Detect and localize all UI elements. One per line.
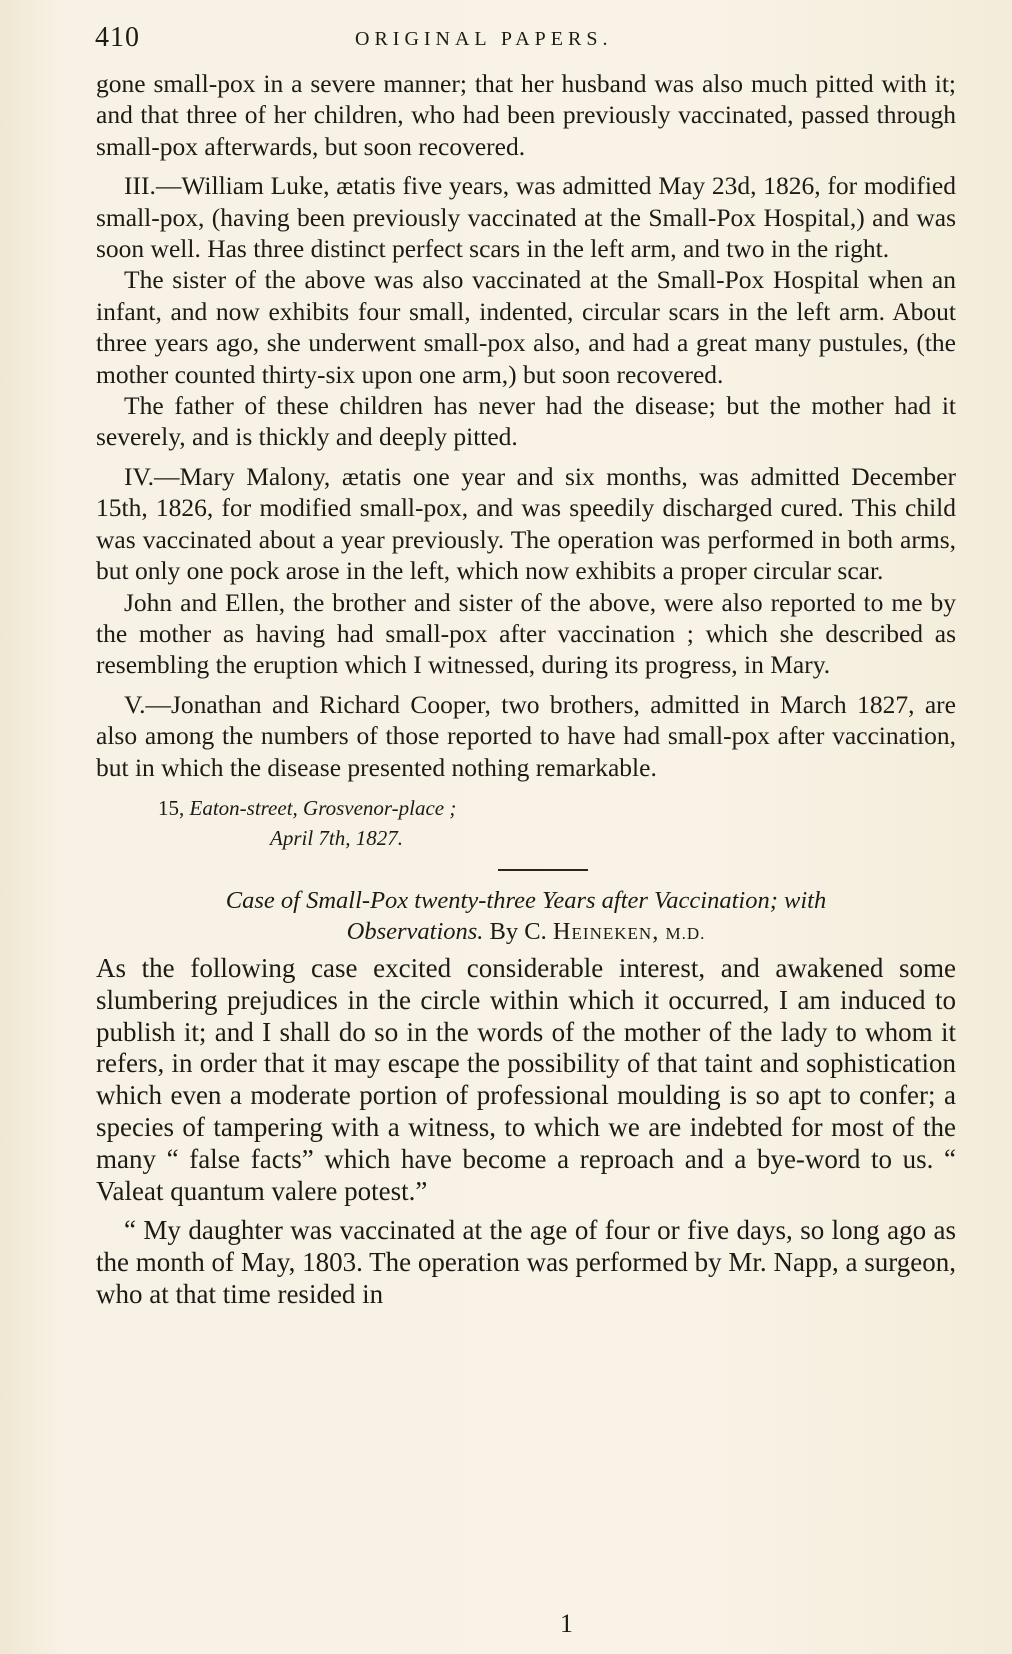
- article-byline-prefix: By C.: [489, 917, 547, 945]
- article-author-degree: M.D.: [665, 923, 706, 943]
- article-text: [96, 953, 956, 1311]
- article-title-line1: Case of Small-Pox twenty-three Years after Vaccination; with: [225, 886, 827, 914]
- signature-date: April 7th, 1827.: [270, 825, 404, 850]
- running-head: ORIGINAL PAPERS.: [355, 28, 613, 50]
- page-header: [95, 18, 955, 58]
- signature-block: [158, 793, 956, 853]
- body-text: [96, 68, 956, 1319]
- page-number: 410: [95, 22, 140, 53]
- article-paragraph-intro: As the following case excited considerable interest, and awakened some slumbering prejudices in the circle within which it occurred, I am induced to publish it; and I shall do so in the words of the mother of the lady to whom it refers, in order that it may escape the possibility of that taint and sophistication which even a moderate portion of professional moulding is so apt to confer; a species of tampering with a witness, to which we are indebted for most of the many “ false facts” which have become a reproach and a bye-word to us. “ Valeat quantum valere potest.”: [96, 952, 956, 1206]
- paragraph-case-iv: IV.—Mary Malony, ætatis one year and six months, was admitted December 15th, 1826, for modified small-pox, and was speedily discharged cured. This child was vaccinated about a year previously. The operation was performed in both arms, but only one pock arose in the left, which now exhibits a proper circular scar.: [96, 461, 956, 586]
- paragraph-case-v: V.—Jonathan and Richard Cooper, two brothers, admitted in March 1827, are also among the numbers of those reported to have had small-pox after vaccination, but in which the disease presented nothing remarkable.: [96, 689, 956, 782]
- paragraph-continuation: gone small-pox in a severe manner; that her husband was also much pitted with it; and that three of her children, who had been previously vaccinated, passed through small-pox afterwards, but soon recovered.: [96, 69, 956, 161]
- signature-mark: 1: [560, 1609, 573, 1638]
- article-author: Heineken,: [552, 917, 660, 945]
- signature-address: Eaton-street, Grosvenor-place ;: [189, 795, 457, 820]
- section-divider: [498, 869, 588, 871]
- signature-number: 15,: [158, 795, 185, 820]
- article-paragraph-quote: “ My daughter was vaccinated at the age of four or five days, so long ago as the month of May, 1803. The operation was performed by Mr. Napp, a surgeon, who at that time resided in: [96, 1215, 956, 1309]
- paragraph-father: The father of these children has never had the disease; but the mother had it severely, and is thickly and deeply pitted.: [96, 391, 956, 452]
- article-title: [96, 885, 956, 949]
- paragraph-john-ellen: John and Ellen, the brother and sister of the above, were also reported to me by the mother as having had small-pox after vaccination ; which she described as resembling the eruption which I witnessed, during its progress, in Mary.: [96, 587, 956, 680]
- paragraph-sister: The sister of the above was also vaccinated at the Small-Pox Hospital when an infant, and now exhibits four small, indented, circular scars in the left arm. About three years ago, she underwent small-pox also, and had a great many pustules, (the mother counted thirty-six upon one arm,) but soon recovered.: [96, 265, 956, 389]
- article-title-line2: Observations.: [346, 917, 484, 945]
- paragraph-case-iii: III.—William Luke, ætatis five years, was admitted May 23d, 1826, for modified small-pox, (having been previously vaccinated at the Small-Pox Hospital,) and was soon well. Has three distinct perfect scars in the left arm, and two in the right.: [96, 171, 956, 264]
